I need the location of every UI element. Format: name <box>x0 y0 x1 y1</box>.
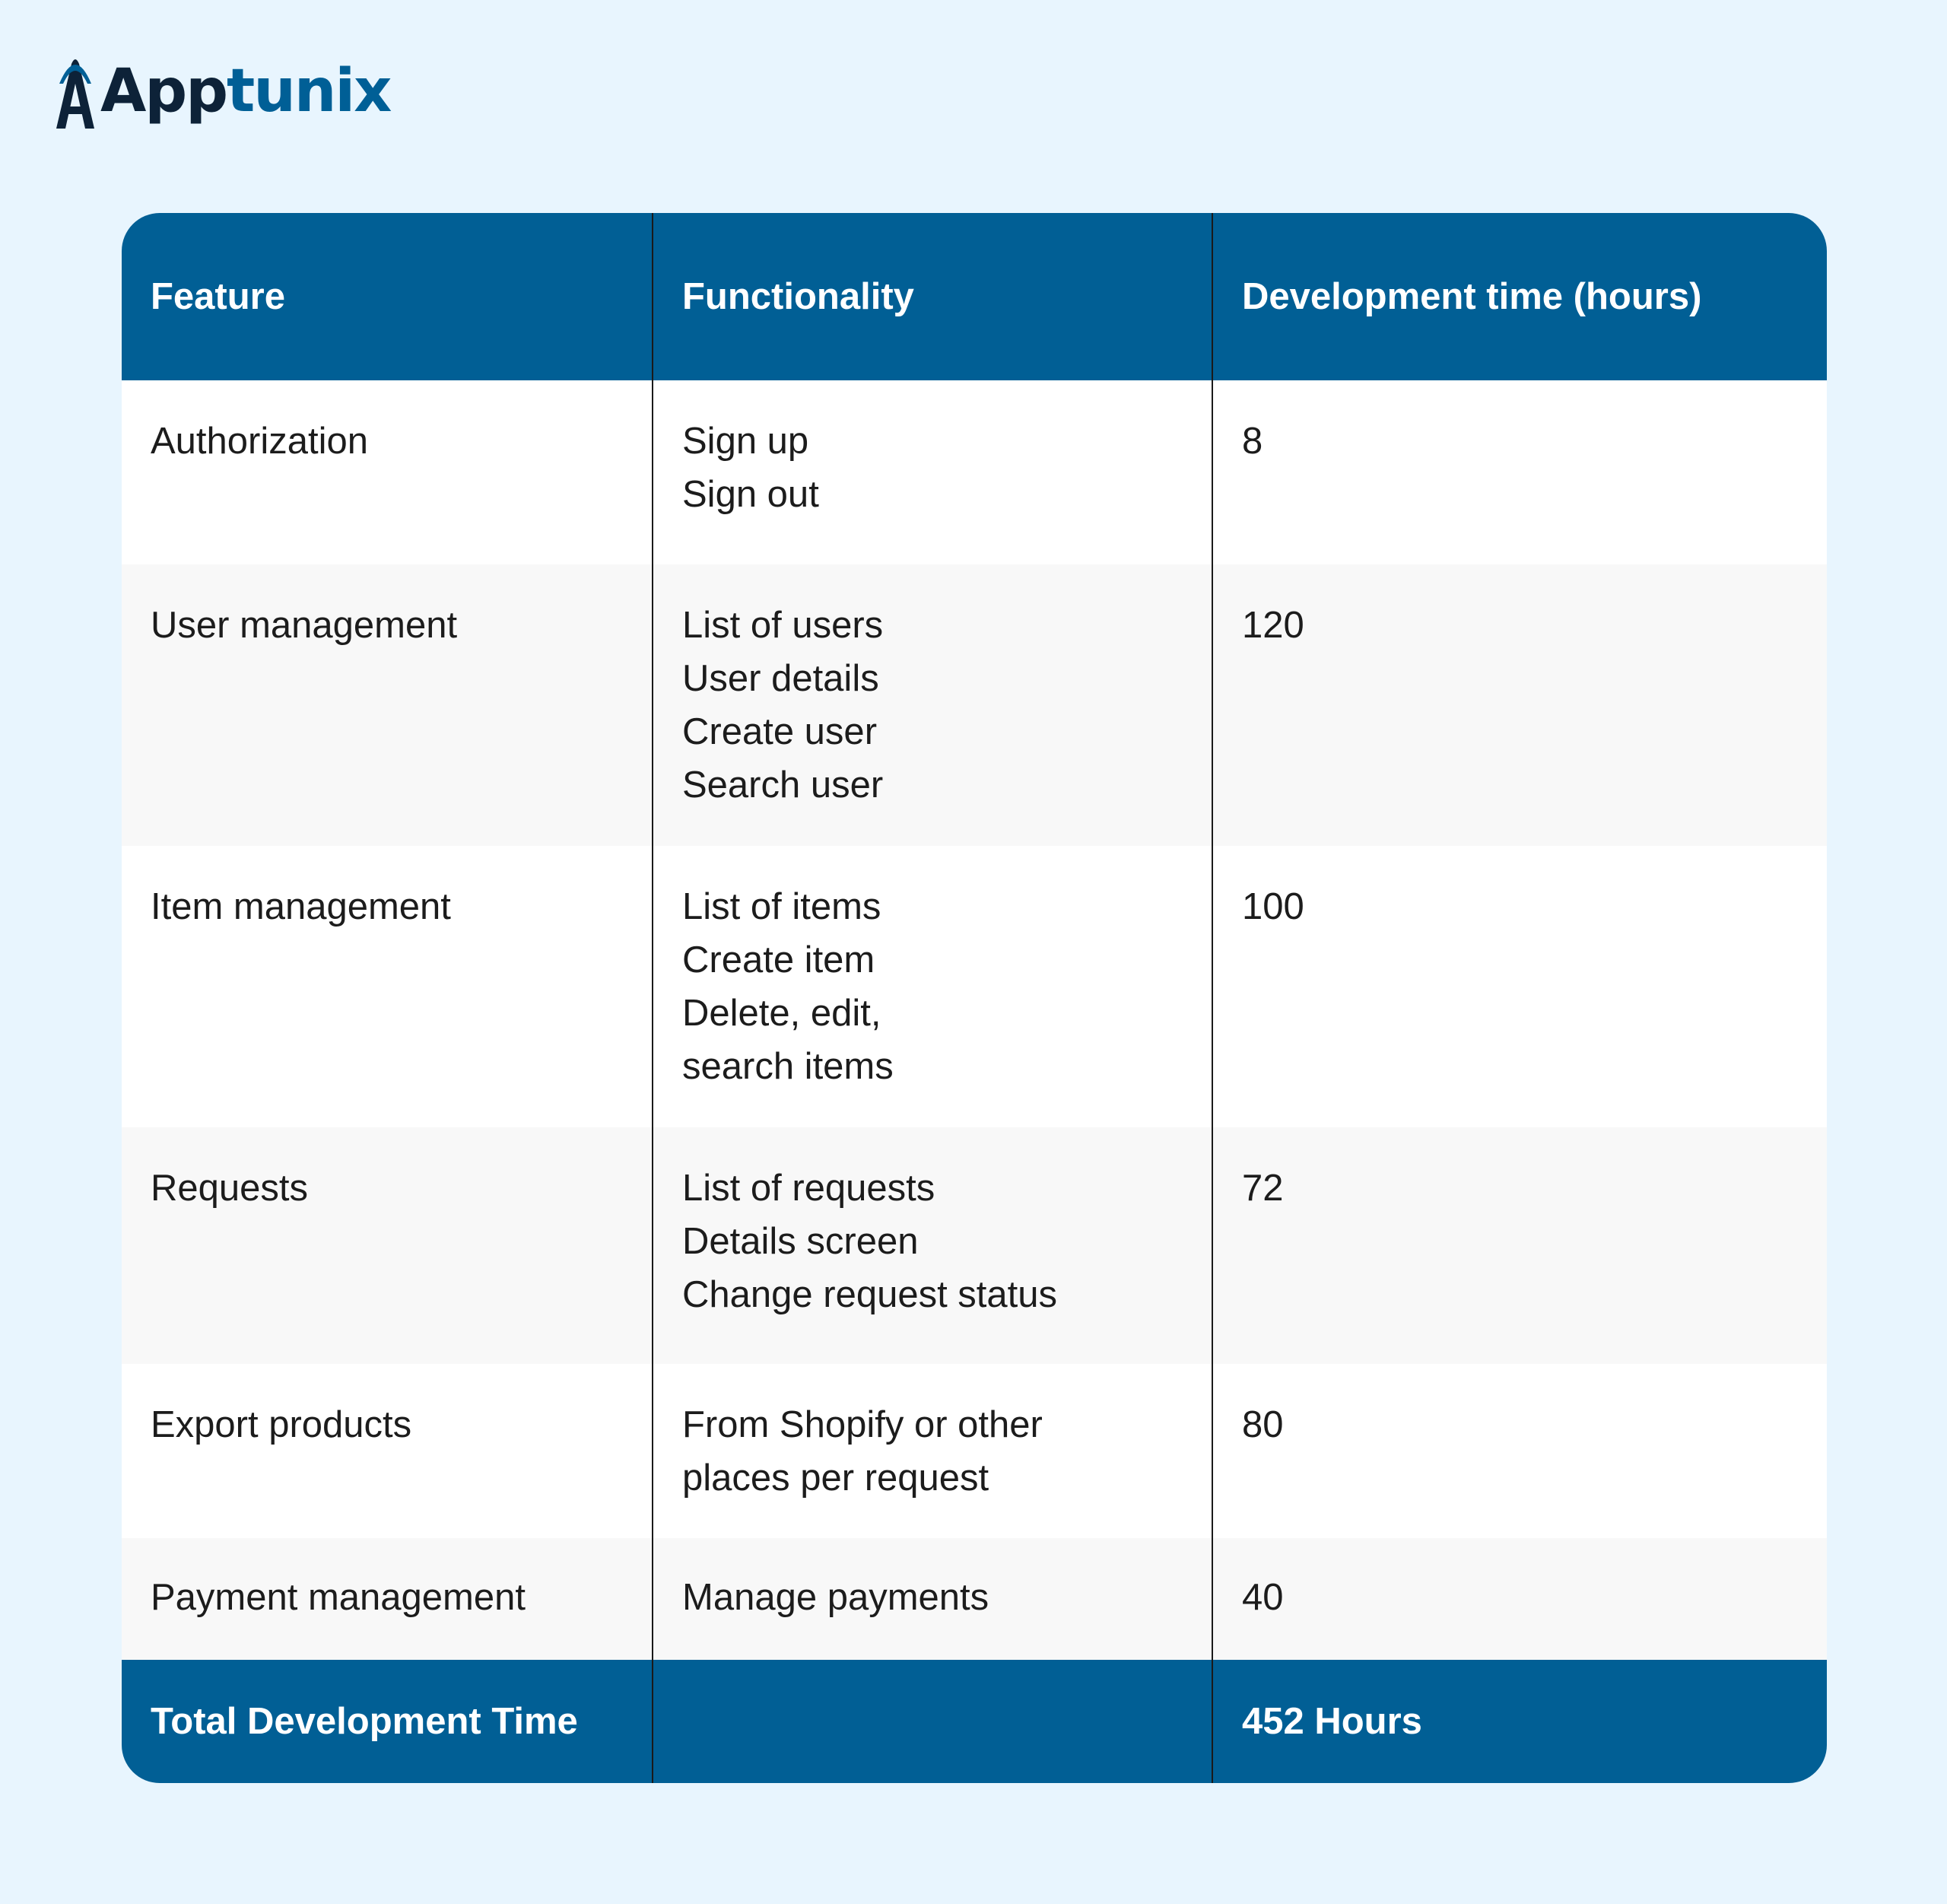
functionality-item: search items <box>682 1046 894 1087</box>
apptunix-logo <box>52 30 390 129</box>
logo-a-arch-icon <box>52 53 99 129</box>
hours-cell: 40 <box>1212 1538 1827 1660</box>
feature-cell: Payment management <box>122 1538 653 1660</box>
logo-text-accent: tunix <box>227 57 391 126</box>
total-functionality-empty <box>653 1660 1212 1783</box>
logo-wordmark <box>100 53 390 129</box>
hours-cell: 72 <box>1212 1127 1827 1364</box>
functionality-item: User details <box>682 658 879 699</box>
total-hours: 452 Hours <box>1212 1660 1827 1783</box>
functionality-item: Search user <box>682 764 884 806</box>
table-total-row <box>122 1660 1827 1783</box>
functionality-item: Sign out <box>682 474 819 515</box>
hours-cell: 120 <box>1212 564 1827 846</box>
functionality-item: List of users <box>682 605 884 646</box>
functionality-item: Manage payments <box>682 1577 989 1618</box>
hours-cell: 80 <box>1212 1364 1827 1538</box>
functionality-item: List of requests <box>682 1168 935 1209</box>
feature-cell: Authorization <box>122 380 653 564</box>
logo-text-dark: App <box>100 57 227 126</box>
hours-cell: 8 <box>1212 380 1827 564</box>
table-row <box>122 564 1827 846</box>
functionality-item: Sign up <box>682 421 809 462</box>
table-header-row <box>122 213 1827 380</box>
functionality-cell <box>653 846 1212 1127</box>
functionality-item: Delete, edit, <box>682 993 881 1034</box>
feature-cell: Requests <box>122 1127 653 1364</box>
functionality-item: From Shopify or other <box>682 1404 1043 1445</box>
functionality-cell <box>653 1538 1212 1660</box>
functionality-cell <box>653 1127 1212 1364</box>
header-development-time: Development time (hours) <box>1212 213 1827 380</box>
functionality-item: Details screen <box>682 1221 919 1262</box>
feature-cell: Export products <box>122 1364 653 1538</box>
feature-cell: Item management <box>122 846 653 1127</box>
development-time-table <box>122 213 1827 1783</box>
functionality-item: places per request <box>682 1457 989 1499</box>
table-row <box>122 846 1827 1127</box>
feature-cell: User management <box>122 564 653 846</box>
header-feature: Feature <box>122 213 653 380</box>
total-label: Total Development Time <box>122 1660 653 1783</box>
functionality-cell <box>653 564 1212 846</box>
table-row <box>122 1127 1827 1364</box>
table-row <box>122 380 1827 564</box>
header-functionality: Functionality <box>653 213 1212 380</box>
hours-cell: 100 <box>1212 846 1827 1127</box>
functionality-cell <box>653 1364 1212 1538</box>
functionality-item: Create user <box>682 711 878 752</box>
functionality-item: Change request status <box>682 1274 1058 1315</box>
table-row <box>122 1364 1827 1538</box>
functionality-cell <box>653 380 1212 564</box>
table-row <box>122 1538 1827 1660</box>
functionality-item: List of items <box>682 886 881 927</box>
functionality-item: Create item <box>682 939 875 981</box>
